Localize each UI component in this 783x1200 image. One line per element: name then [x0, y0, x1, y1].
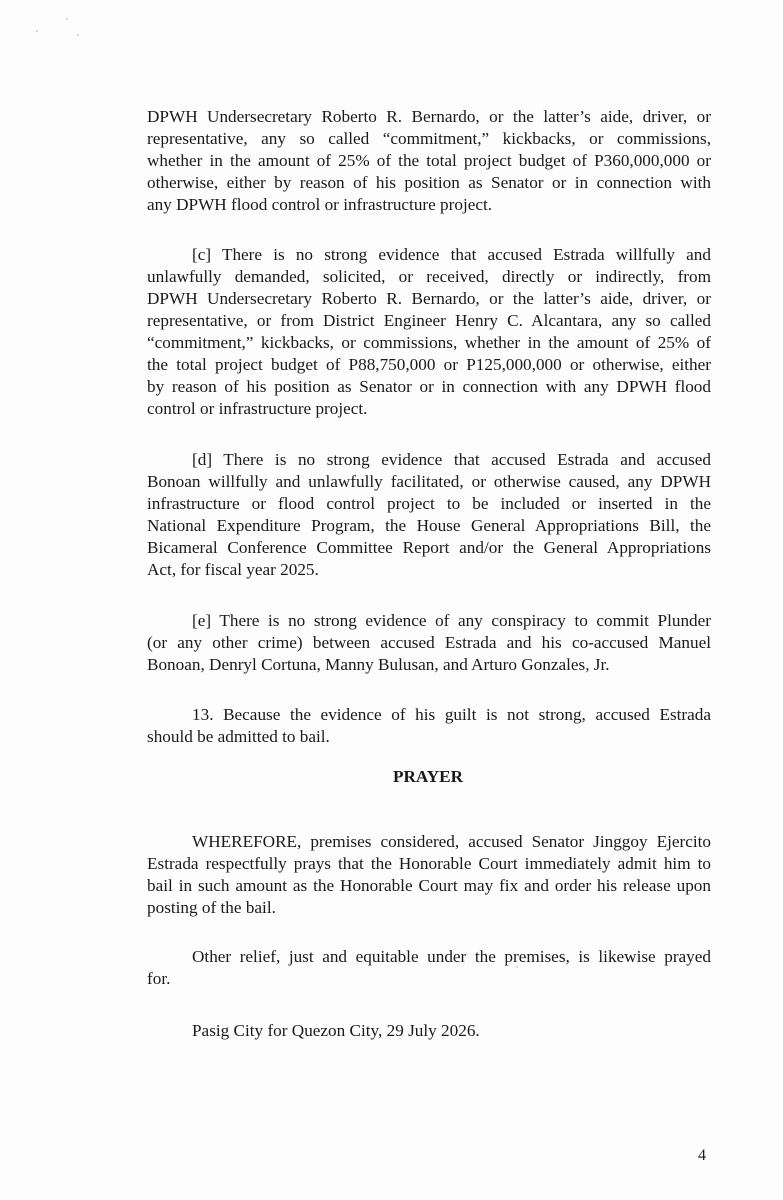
- text-line: representative, or from District Engineer Henry C. Alcantara, any so called: [147, 311, 711, 330]
- text-line: unlawfully demanded, solicited, or received, directly or indirectly, from: [147, 267, 711, 286]
- text-line: posting of the bail.: [147, 898, 276, 917]
- text-line: bail in such amount as the Honorable Court may fix and order his release upon: [147, 876, 711, 895]
- text-line: for.: [147, 969, 171, 988]
- text-line: representative, any so called “commitment,” kickbacks, or commissions,: [147, 129, 711, 148]
- text-line: (or any other crime) between accused Estrada and his co-accused Manuel: [147, 633, 711, 652]
- text-line: “commitment,” kickbacks, or commissions, whether in the amount of 25% of: [147, 333, 711, 352]
- text-line: [d] There is no strong evidence that accused Estrada and accused: [192, 450, 711, 469]
- text-line: Act, for fiscal year 2025.: [147, 560, 319, 579]
- text-line: [e] There is no strong evidence of any conspiracy to commit Plunder: [192, 611, 711, 630]
- text-line: infrastructure or flood control project to be included or inserted in the: [147, 494, 711, 513]
- text-line: WHEREFORE, premises considered, accused Senator Jinggoy Ejercito: [192, 832, 711, 851]
- text-line: control or infrastructure project.: [147, 399, 368, 418]
- text-line: 13. Because the evidence of his guilt is not strong, accused Estrada: [192, 705, 711, 724]
- text-line: National Expenditure Program, the House General Appropriations Bill, the: [147, 516, 711, 535]
- text-line: DPWH Undersecretary Roberto R. Bernardo, or the latter’s aide, driver, or: [147, 289, 711, 308]
- text-line: Bonoan willfully and unlawfully facilitated, or otherwise caused, any DPWH: [147, 472, 711, 491]
- text-line: Other relief, just and equitable under the premises, is likewise prayed: [192, 947, 711, 966]
- text-line: [c] There is no strong evidence that accused Estrada willfully and: [192, 245, 711, 264]
- text-line: Bonoan, Denryl Cortuna, Manny Bulusan, and Arturo Gonzales, Jr.: [147, 655, 610, 674]
- text-line: DPWH Undersecretary Roberto R. Bernardo, or the latter’s aide, driver, or: [147, 107, 711, 126]
- prayer-heading: PRAYER: [392, 767, 464, 786]
- page-number: 4: [698, 1147, 706, 1164]
- text-line: Estrada respectfully prays that the Honorable Court immediately admit him to: [147, 854, 711, 873]
- text-line: the total project budget of P88,750,000 or P125,000,000 or otherwise, either: [147, 355, 711, 374]
- scan-speck: [36, 30, 38, 32]
- text-line: should be admitted to bail.: [147, 727, 330, 746]
- place-date-line: Pasig City for Quezon City, 29 July 2026.: [192, 1021, 480, 1040]
- text-line: by reason of his position as Senator or in connection with any DPWH flood: [147, 377, 711, 396]
- text-line: Bicameral Conference Committee Report and/or the General Appropriations: [147, 538, 711, 557]
- text-line: any DPWH flood control or infrastructure project.: [147, 195, 493, 214]
- scan-speck: [66, 18, 68, 20]
- scan-speck: [77, 34, 79, 36]
- text-line: whether in the amount of 25% of the total project budget of P360,000,000 or: [147, 151, 711, 170]
- text-line: otherwise, either by reason of his position as Senator or in connection with: [147, 173, 711, 192]
